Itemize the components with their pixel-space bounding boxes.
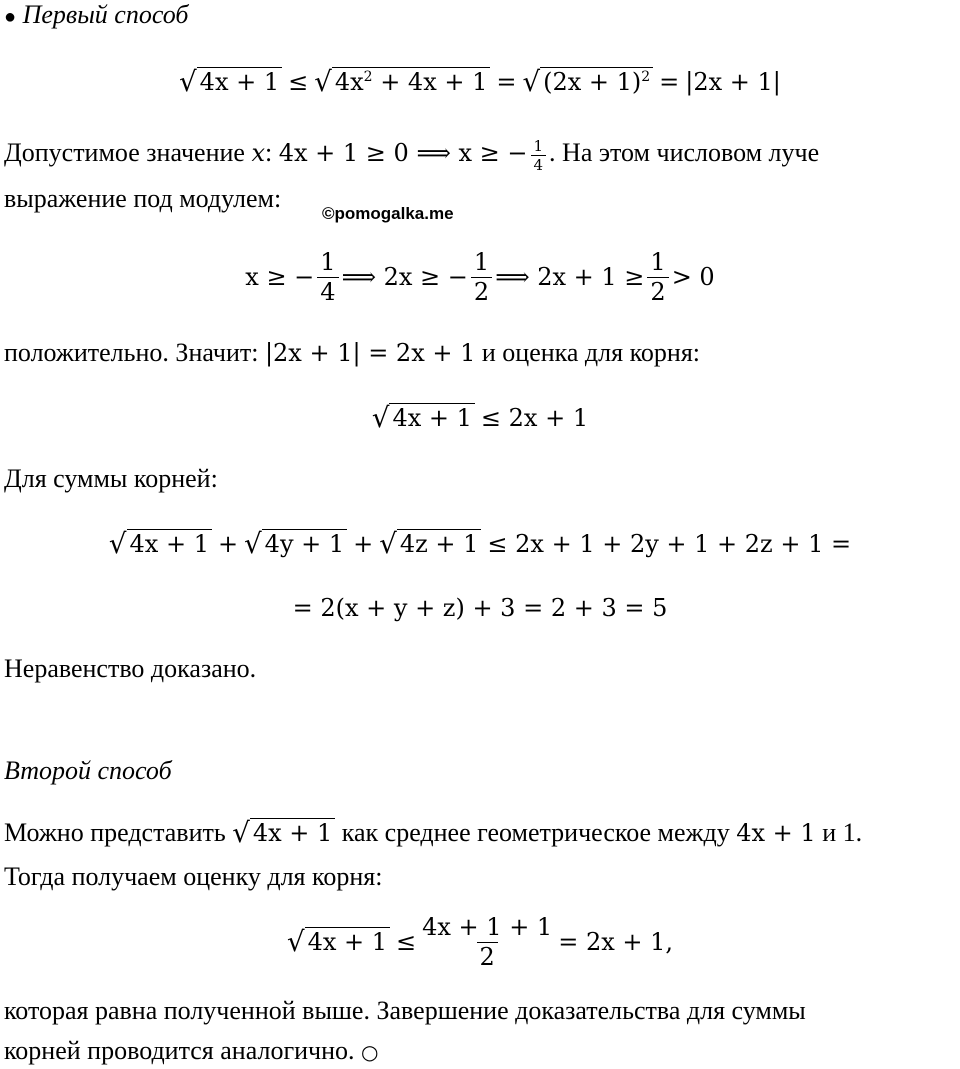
sqrt-y: √ 4y + 1	[244, 529, 347, 559]
text-line-2: выражение под модулем:	[4, 184, 282, 213]
equation-4: √ 4x + 1 + √ 4y + 1 + √ 4z + 1 ≤ 2x + 1 + 2y + 1 + 2z + 1 =	[108, 527, 852, 561]
absolute-value: |2x + 1|	[685, 68, 781, 96]
text-line-6: Можно представить √ 4x + 1 как среднее геометрическое между 4x + 1 и 1.	[4, 816, 863, 849]
sqrt-inline: √ 4x + 1	[232, 818, 335, 848]
text-line-8: которая равна полученной выше. Завершение доказательства для суммы	[4, 996, 806, 1025]
fraction-1-2-b: $\frac{1}{2}$	[647, 248, 668, 307]
method1-heading	[4, 0, 188, 34]
equation-1: √ 4x + 1 ≤ √ $4x^2 + 4x + 1$ = √ $(2x + 1)^2$ = |2x + 1|	[179, 65, 781, 99]
text-line-4: Для суммы корней:	[4, 464, 218, 493]
sqrt-square: √ $(2x + 1)^2$	[522, 67, 653, 97]
method1-title: Первый способ	[22, 0, 189, 29]
text-line-5: Неравенство доказано.	[4, 654, 257, 683]
equation-5: = 2(x + y + z) + 3 = 2 + 3 = 5	[292, 594, 668, 622]
sqrt-4x-plus-1-c: √ 4x + 1	[287, 927, 390, 957]
sqrt-4x-plus-1-b: √ 4x + 1	[372, 403, 475, 433]
text-line-1: Допустимое значение x: 4x + 1 ≥ 0 ⟹ x ≥ − $\frac{1}{4}$ . На этом числовом луче	[4, 136, 820, 174]
equation-2: x ≥ − $\frac{1}{4}$ ⟹ 2x ≥ − $\frac{1}{2}$ ⟹ 2x + 1 ≥ $\frac{1}{2}$ > 0	[245, 247, 715, 306]
sqrt-quadratic: √ $4x^2 + 4x + 1$	[314, 67, 490, 97]
fraction-mean: $\frac{4x + 1 + 1}{2}$	[422, 912, 553, 971]
fraction-1-2-a: $\frac{1}{2}$	[471, 248, 492, 307]
text-line-7: Тогда получаем оценку для корня:	[4, 862, 383, 891]
text-line-9: корней проводится аналогично. ○	[4, 1036, 379, 1065]
fraction-quarter: $\frac{1}{4}$	[531, 137, 547, 174]
method2-title: Второй способ	[4, 756, 172, 785]
watermark-text: ©pomogalka.me	[322, 204, 454, 223]
text-line-3: положительно. Значит: |2x + 1| = 2x + 1 и оценка для корня:	[4, 338, 701, 367]
sqrt-4x-plus-1: √ 4x + 1	[179, 67, 282, 97]
equation-6: √ 4x + 1 ≤ $\frac{4x + 1 + 1}{2}$ = 2x + 1,	[286, 912, 674, 971]
bullet-icon: ●	[4, 6, 17, 28]
sqrt-x: √ 4x + 1	[109, 529, 212, 559]
fraction-1-4: $\frac{1}{4}$	[317, 248, 338, 307]
equation-3: √ 4x + 1 ≤ 2x + 1	[371, 401, 589, 435]
sqrt-z: √ 4z + 1	[379, 529, 481, 559]
end-mark-icon: ○	[361, 1040, 379, 1064]
